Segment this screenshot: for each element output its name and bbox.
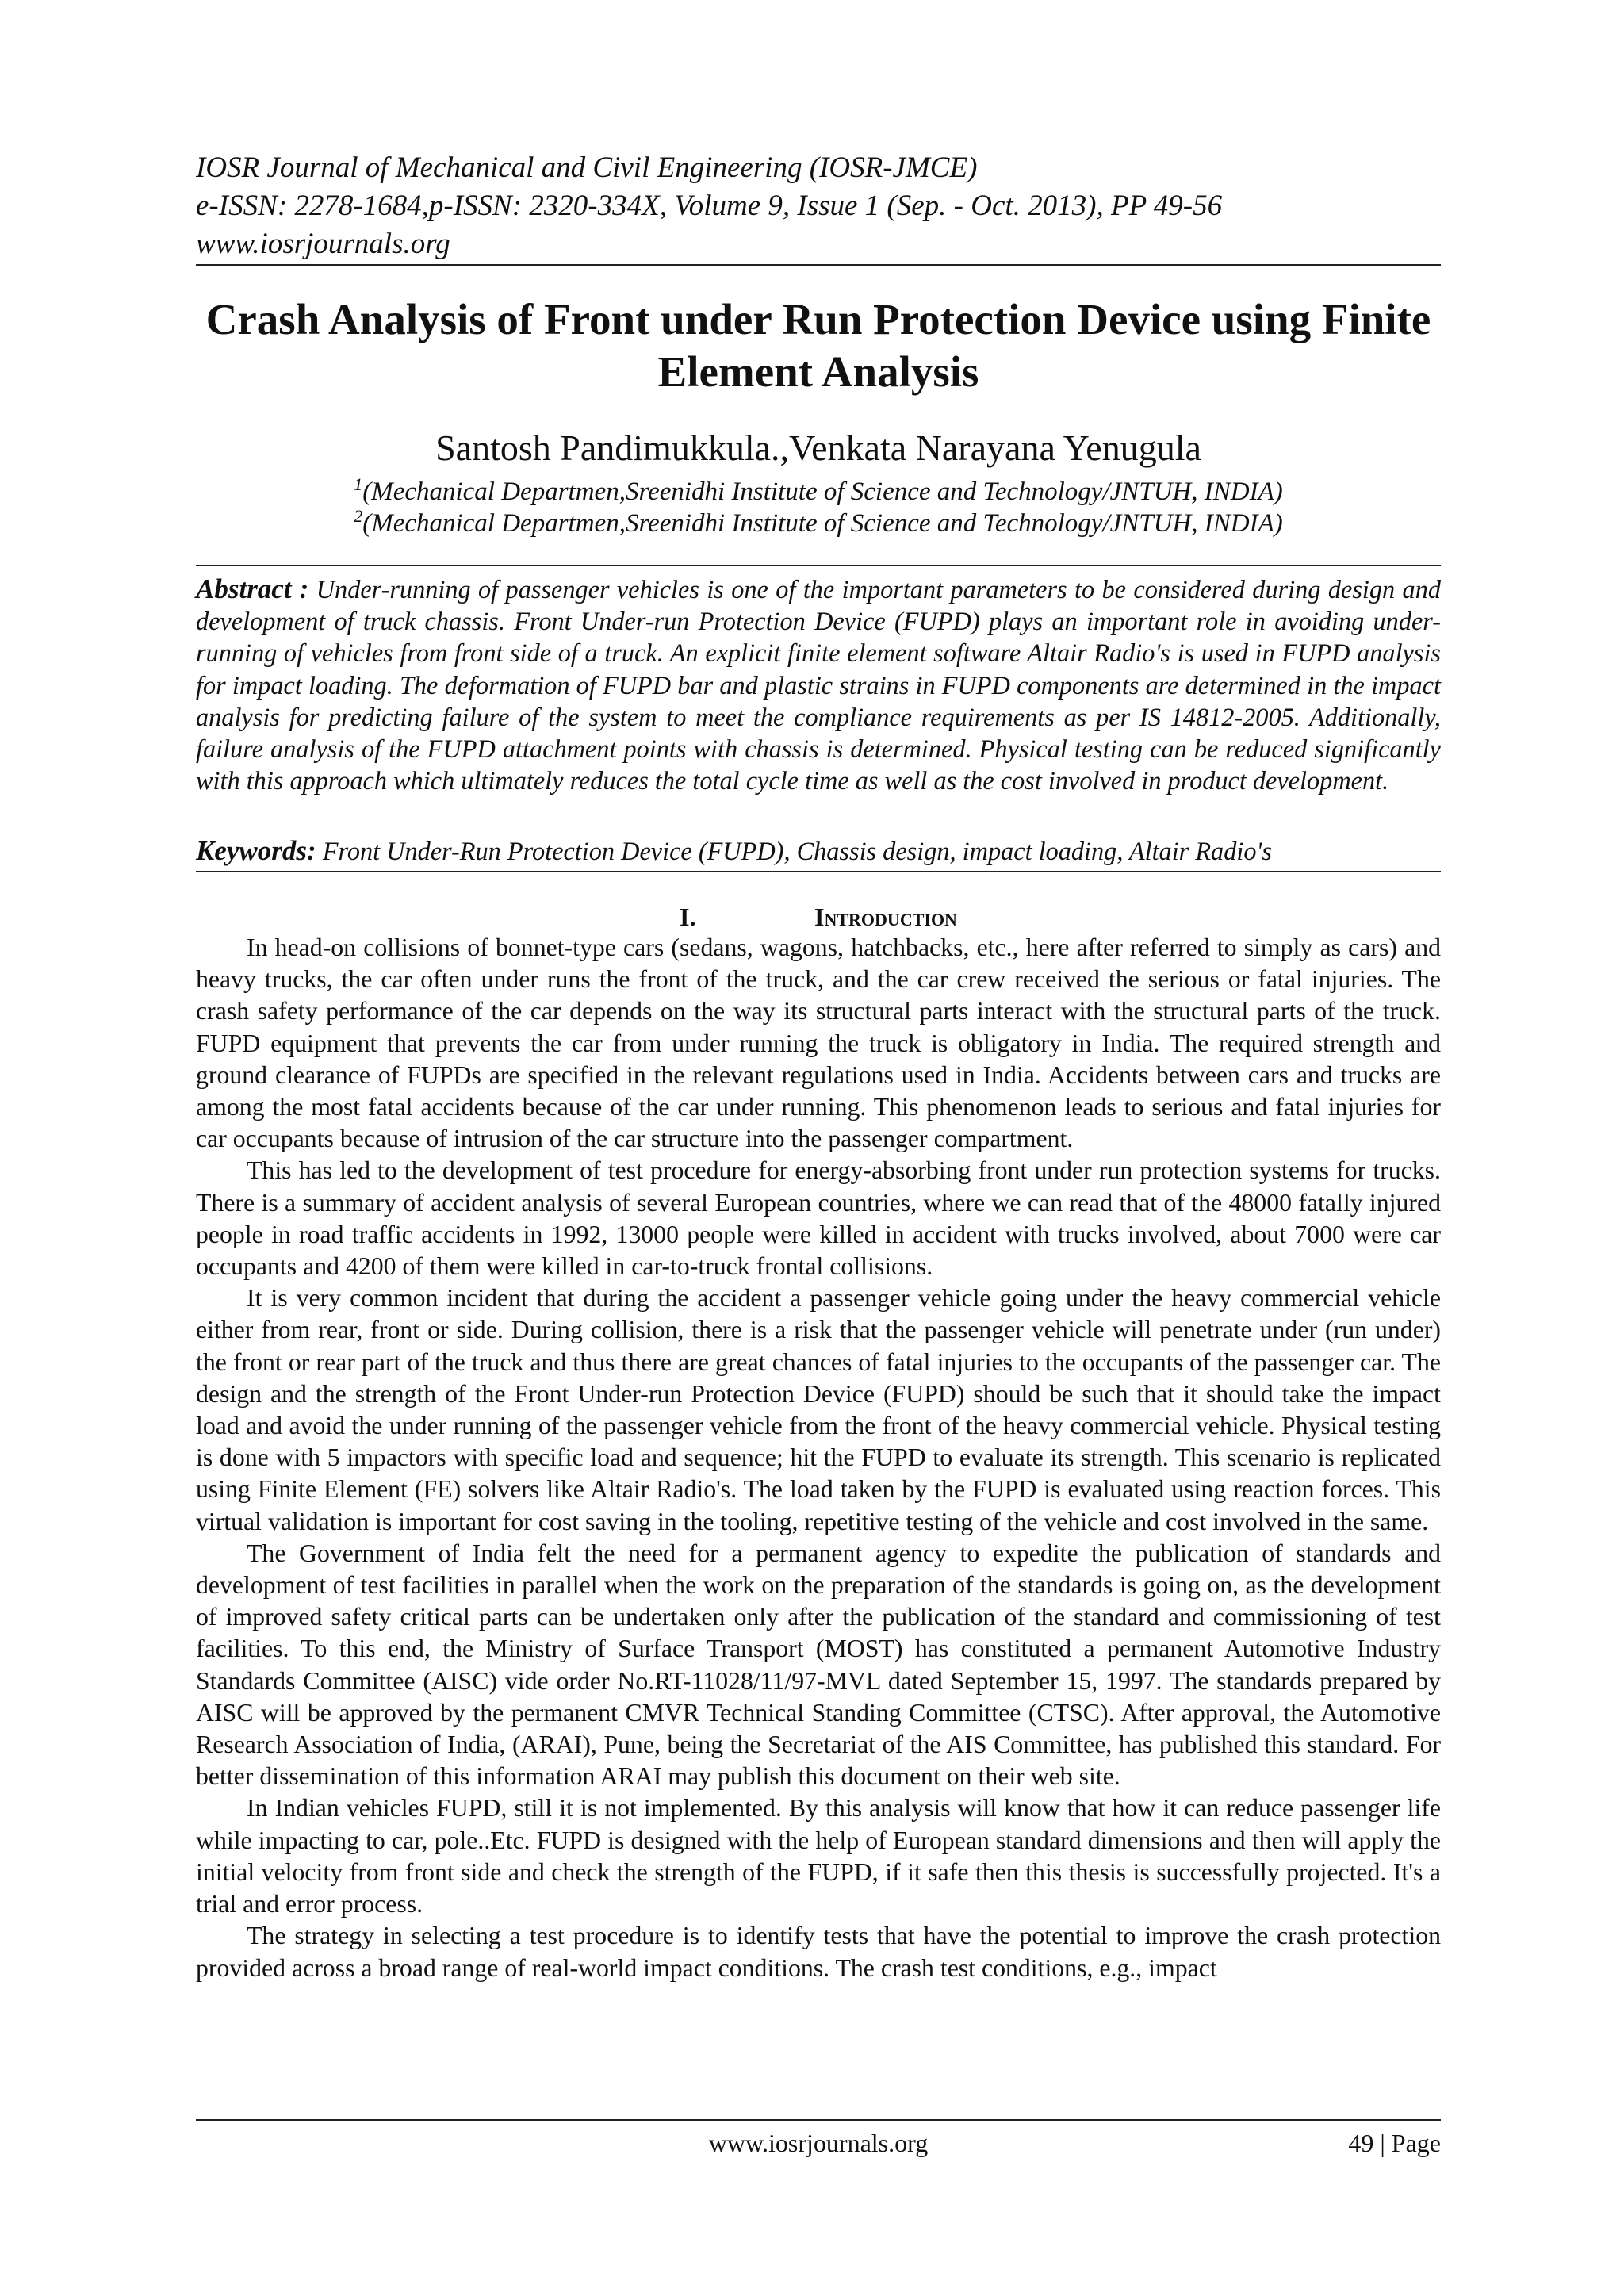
paragraph: The Government of India felt the need for a permanent agency to expedite the publication of standards and development of test facilities in parallel when the work on the preparation of the standards is going on, as the development of improved safety critical parts can be undertaken only after the publication of the standard and commissioning of test facilities. To this end, the Ministry of Surface Transport (MOST) has constituted a permanent Automotive Industry Standards Committee (AISC) vide order No.RT-11028/11/97-MVL dated September 15, 1997. The standards prepared by AISC will be approved by the permanent CMVR Technical Standing Committee (CTSC). After approval, the Automotive Research Association of India, (ARAI), Pune, being the Secretariat of the AIS Committee, has published this standard. For better dissemination of this information ARAI may publish this document on their web site. xyxy=(196,1539,1441,1791)
paragraph: In head-on collisions of bonnet-type cars (sedans, wagons, hatchbacks, etc., here after referred to simply as cars) and heavy trucks, the car often under runs the front of the truck, and the car crew received the serious or fatal injuries. The crash safety performance of the car depends on the way its structural parts interact with the structural parts of the truck. FUPD equipment that prevents the car from under running the truck is obligatory in India. The required strength and ground clearance of FUPDs are specified in the relevant regulations used in India. Accidents between cars and trucks are among the most fatal accidents because of the car under running. This phenomenon leads to serious and fatal injuries for car occupants because of intrusion of the car structure into the passenger compartment. xyxy=(196,933,1441,1153)
abstract-bottom-divider xyxy=(196,871,1441,872)
journal-website: www.iosrjournals.org xyxy=(196,228,450,260)
title-line-2: Element Analysis xyxy=(657,347,979,396)
paragraph: This has led to the development of test procedure for energy-absorbing front under run protection systems for trucks. There is a summary of accident analysis of several European countries, where we can read that of the 48000 fatally injured people in road traffic accidents in 1992, 13000 people were killed in accident with trucks involved, about 7000 were car occupants and 4200 of them were killed in car-to-truck frontal collisions. xyxy=(196,1156,1441,1281)
author-list: Santosh Pandimukkula.,Venkata Narayana Yenugula xyxy=(435,427,1201,468)
paper-title xyxy=(196,293,1441,398)
keywords xyxy=(196,835,1441,867)
affiliation-mark: 1 xyxy=(354,474,363,494)
keywords-text: Front Under-Run Protection Device (FUPD), Chassis design, impact loading, Altair Radio's xyxy=(322,837,1272,865)
issn-line: e-ISSN: 2278-1684,p-ISSN: 2320-334X, Volume 9, Issue 1 (Sep. - Oct. 2013), PP 49-56 xyxy=(196,190,1223,222)
paragraph: The strategy in selecting a test procedure is to identify tests that have the potential to improve the crash protection provided across a broad range of real-world impact conditions. The crash test conditions, e.g., impact xyxy=(196,1922,1441,1982)
header-divider xyxy=(196,264,1441,266)
body-text xyxy=(196,932,1441,1984)
title-line-1: Crash Analysis of Front under Run Protection Device using Finite xyxy=(205,295,1431,343)
keywords-label: Keywords: xyxy=(196,835,316,866)
abstract-text: Under-running of passenger vehicles is one of the important parameters to be considered during design and development of truck chassis. Front Under-run Protection Device (FUPD) plays an important role in avoiding under-running of vehicles from front side of a truck. An explicit finite element software Altair Radio's is used in FUPD analysis for impact loading. The deformation of FUPD bar and plastic strains in FUPD components are determined in the impact analysis for predicting failure of the system to meet the compliance requirements as per IS 14812-2005. Additionally, failure analysis of the FUPD attachment points with chassis is determined. Physical testing can be reduced significantly with this approach which ultimately reduces the total cycle time as well as the cost involved in product development. xyxy=(196,575,1442,795)
journal-header xyxy=(196,149,1441,263)
paragraph: It is very common incident that during the accident a passenger vehicle going under the heavy commercial vehicle either from rear, front or side. During collision, there is a risk that the passenger vehicle will penetrate under (run under) the front or rear part of the truck and thus there are great chances of fatal injuries to the occupants of the passenger car. The design and the strength of the Front Under-run Protection Device (FUPD) should be such that it should take the impact load and avoid the under running of the passenger vehicle from the front of the heavy commercial vehicle. Physical testing is done with 5 impactors with specific load and sequence; hit the FUPD to evaluate its strength. This scenario is replicated using Finite Element (FE) solvers like Altair Radio's. The load taken by the FUPD is evaluated using reaction forces. This virtual validation is important for cost saving in the tooling, repetitive testing of the vehicle and cost involved in the same. xyxy=(196,1284,1441,1535)
section-heading xyxy=(196,901,1441,933)
footer-divider xyxy=(196,2119,1441,2121)
page-number: 49 | Page xyxy=(1348,2129,1441,2157)
abstract-top-divider xyxy=(196,565,1441,566)
abstract-label: Abstract : xyxy=(196,573,309,604)
section-number: I. xyxy=(680,903,696,931)
affiliation-text: (Mechanical Departmen,Sreenidhi Institute of Science and Technology/JNTUH, INDIA) xyxy=(362,509,1283,538)
affiliation-mark: 2 xyxy=(354,506,363,526)
affiliation-2 xyxy=(196,508,1441,539)
section-title: Introduction xyxy=(814,903,957,931)
affiliation-1 xyxy=(196,476,1441,508)
abstract xyxy=(196,573,1441,796)
paragraph: In Indian vehicles FUPD, still it is not implemented. By this analysis will know that how it can reduce passenger life while impacting to car, pole..Etc. FUPD is designed with the help of European standard dimensions and then will apply the initial velocity from front side and check the strength of the FUPD, if it safe then this thesis is successfully projected. It's a trial and error process. xyxy=(196,1794,1441,1918)
journal-name: IOSR Journal of Mechanical and Civil Engineering (IOSR-JMCE) xyxy=(196,151,978,184)
affiliation-text: (Mechanical Departmen,Sreenidhi Institute of Science and Technology/JNTUH, INDIA) xyxy=(362,477,1283,506)
footer-website: www.iosrjournals.org xyxy=(708,2129,929,2157)
